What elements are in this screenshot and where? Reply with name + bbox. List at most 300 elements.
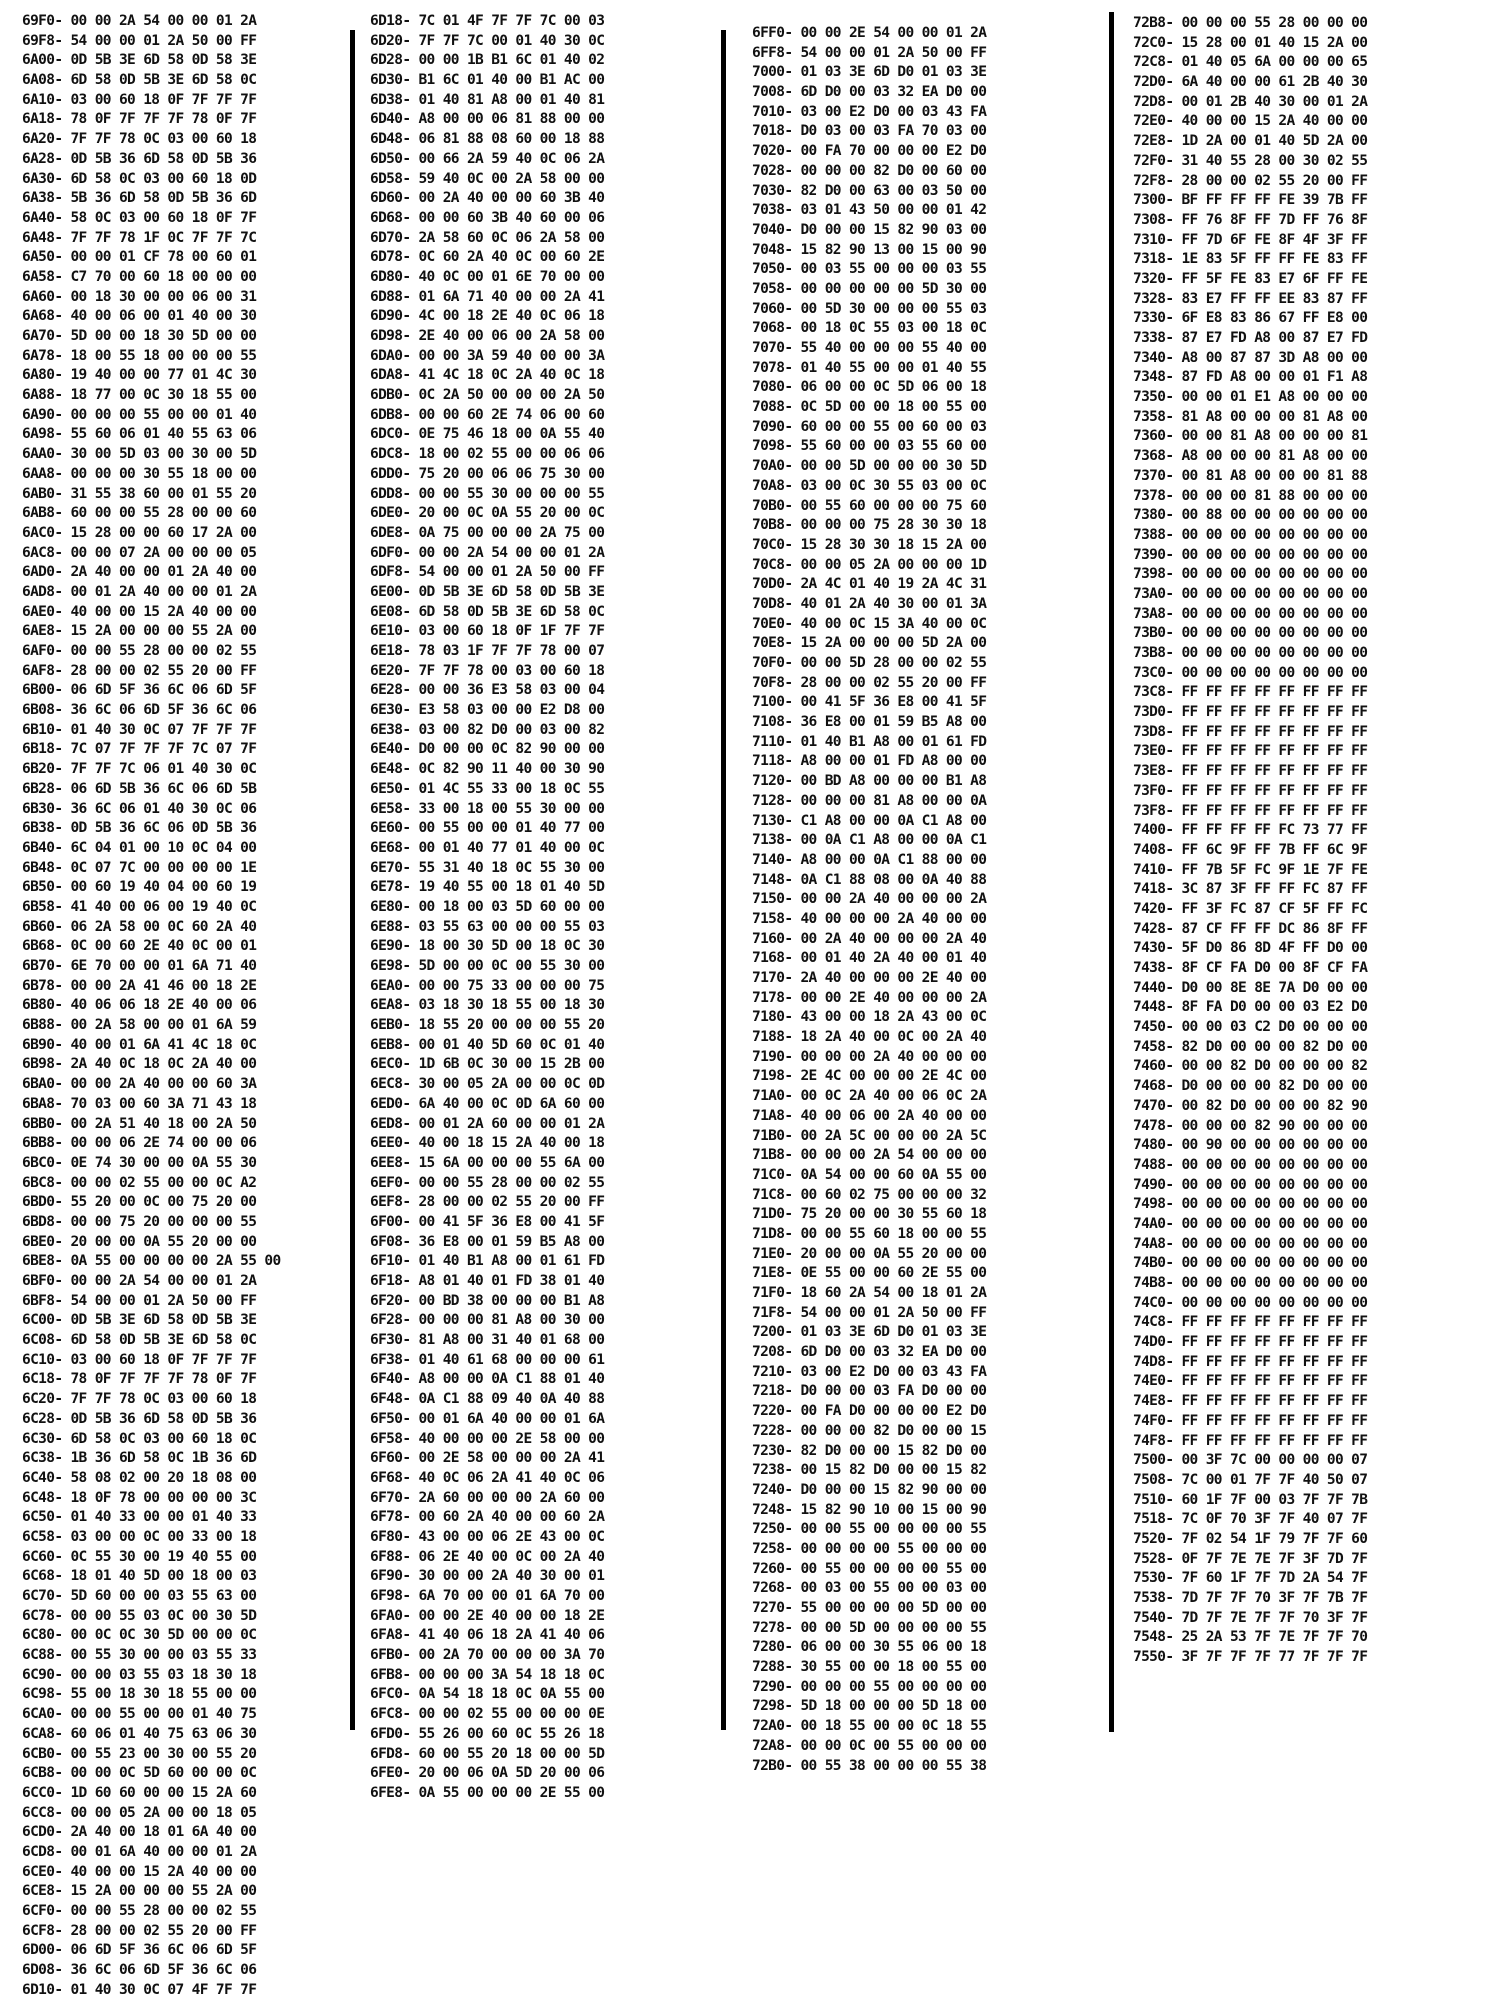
hex-dump-line: 6D88- 01 6A 71 40 00 00 2A 41 [370, 288, 605, 305]
hex-dump-line: 7440- D0 00 8E 8E 7A D0 00 00 [1133, 979, 1368, 996]
hex-dump-line: 6E18- 78 03 1F 7F 7F 78 00 07 [370, 643, 605, 659]
hex-dump-line: 7008- 6D D0 00 03 32 EA D0 00 [752, 84, 987, 101]
hex-dump-line: 6E88- 03 55 63 00 00 00 55 03 [370, 918, 605, 935]
hex-dump-line: 74F0- FF FF FF FF FF FF FF FF [1133, 1412, 1368, 1429]
hex-dump-line: 6A38- 5B 36 6D 58 0D 5B 36 6D [22, 190, 257, 207]
hex-dump-line: 6FB8- 00 00 00 3A 54 18 18 0C [370, 1666, 605, 1683]
hex-dump-line: 6C28- 0D 5B 36 6D 58 0D 5B 36 [22, 1410, 257, 1427]
hex-dump-line: 71B8- 00 00 00 2A 54 00 00 00 [752, 1147, 987, 1164]
hex-dump-line: 6F40- A8 00 00 0A C1 88 01 40 [370, 1371, 605, 1388]
hex-dump-line: 6FD8- 60 00 55 20 18 00 00 5D [370, 1745, 605, 1762]
hex-dump-line: 7100- 00 41 5F 36 E8 00 41 5F [752, 694, 987, 711]
hex-dump-line: 7398- 00 00 00 00 00 00 00 00 [1133, 566, 1368, 583]
hex-dump-line: 7510- 60 1F 7F 00 03 7F 7F 7B [1133, 1491, 1368, 1508]
hex-dump-line: 7540- 7D 7F 7E 7F 7F 70 3F 7F [1133, 1609, 1368, 1626]
hex-dump-line: 71B0- 00 2A 5C 00 00 00 2A 5C [752, 1127, 987, 1144]
hex-dump-line: 7390- 00 00 00 00 00 00 00 00 [1133, 546, 1368, 563]
hex-dump-line: 6CC0- 1D 60 60 00 00 15 2A 60 [22, 1784, 257, 1801]
hex-dump-line: 6F30- 81 A8 00 31 40 01 68 00 [370, 1332, 605, 1349]
hex-dump-line: 6F10- 01 40 B1 A8 00 01 61 FD [370, 1253, 605, 1270]
hex-dump-line: 6E28- 00 00 36 E3 58 03 00 04 [370, 682, 605, 699]
hex-dump-line: 7248- 15 82 90 10 00 15 00 90 [752, 1501, 987, 1518]
hex-dump-line: 73A8- 00 00 00 00 00 00 00 00 [1133, 605, 1368, 622]
hex-dump-line: 6C08- 6D 58 0D 5B 3E 6D 58 0C [22, 1332, 257, 1349]
hex-dump-line: 7290- 00 00 00 55 00 00 00 00 [752, 1678, 987, 1695]
hex-dump-line: 6FC0- 0A 54 18 18 0C 0A 55 00 [370, 1686, 605, 1703]
hex-dump-line: 73E0- FF FF FF FF FF FF FF FF [1133, 743, 1368, 760]
hex-dump-line: 6D90- 4C 00 18 2E 40 0C 06 18 [370, 308, 605, 325]
hex-dump-line: 6A48- 7F 7F 78 1F 0C 7F 7F 7C [22, 229, 257, 246]
hex-dump-line: 6CE8- 15 2A 00 00 00 55 2A 00 [22, 1883, 257, 1900]
hex-dump-line: 6FE0- 20 00 06 0A 5D 20 00 06 [370, 1765, 605, 1782]
hex-dump-line: 6E78- 19 40 55 00 18 01 40 5D [370, 879, 605, 896]
hex-dump-line: 6F58- 40 00 00 00 2E 58 00 00 [370, 1430, 605, 1447]
hex-dump-line: 6C18- 78 0F 7F 7F 7F 78 0F 7F [22, 1371, 257, 1388]
hex-dump-line: 71E8- 0E 55 00 00 60 2E 55 00 [752, 1265, 987, 1282]
hex-dump-line: 6C60- 0C 55 30 00 19 40 55 00 [22, 1548, 257, 1565]
hex-dump-line: 6A90- 00 00 00 55 00 00 01 40 [22, 406, 257, 423]
hex-dump-line: 7258- 00 00 00 00 55 00 00 00 [752, 1540, 987, 1557]
hex-dump-line: 6DB0- 0C 2A 50 00 00 00 2A 50 [370, 387, 605, 404]
hex-dump-line: 6E10- 03 00 60 18 0F 1F 7F 7F [370, 623, 605, 640]
hex-dump-line: 6D50- 00 66 2A 59 40 0C 06 2A [370, 150, 605, 167]
hex-dump-line: 6C90- 00 00 03 55 03 18 30 18 [22, 1666, 257, 1683]
hex-dump-line: 6C40- 58 08 02 00 20 18 08 00 [22, 1469, 257, 1486]
hex-dump-line: 72F0- 31 40 55 28 00 30 02 55 [1133, 152, 1368, 169]
hex-dump-line: 70B8- 00 00 00 75 28 30 30 18 [752, 517, 987, 534]
hex-dump-line: 6BF0- 00 00 2A 54 00 00 01 2A [22, 1273, 257, 1289]
hex-dump-line: 6B58- 41 40 00 06 00 19 40 0C [22, 898, 257, 915]
hex-dump-line: 6BE8- 0A 55 00 00 00 00 2A 55 00 [22, 1253, 281, 1270]
hex-dump-line: 6BF8- 54 00 00 01 2A 50 00 FF [22, 1292, 257, 1309]
hex-dump-line: 7018- D0 03 00 03 FA 70 03 00 [752, 123, 987, 140]
hex-dump-line: 7450- 00 00 03 C2 D0 00 00 00 [1133, 1019, 1368, 1036]
hex-dump-line: 7188- 18 2A 40 00 0C 00 2A 40 [752, 1029, 987, 1046]
hex-dump-line: 6C48- 18 0F 78 00 00 00 00 3C [22, 1489, 257, 1506]
hex-dump-line: 71C8- 00 60 02 75 00 00 00 32 [752, 1186, 987, 1203]
hex-dump-line: 6F98- 6A 70 00 00 01 6A 70 00 [370, 1588, 605, 1604]
hex-dump-line: 6D38- 01 40 81 A8 00 01 40 81 [370, 91, 605, 108]
hex-dump-line: 73F8- FF FF FF FF FF FF FF FF [1133, 802, 1368, 819]
hex-dump-line: 6B88- 00 2A 58 00 00 01 6A 59 [22, 1017, 257, 1034]
hex-dump-line: 6D08- 36 6C 06 6D 5F 36 6C 06 [22, 1962, 257, 1979]
hex-dump-line: 7328- 83 E7 FF FF EE 83 87 FF [1133, 290, 1368, 307]
hex-dump-line: 7538- 7D 7F 7F 70 3F 7F 7B 7F [1133, 1590, 1368, 1606]
hex-dump-line: 71F0- 18 60 2A 54 00 18 01 2A [752, 1285, 987, 1301]
hex-dump-line: 6C80- 00 0C 0C 30 5D 00 00 0C [22, 1627, 257, 1644]
hex-dump-line: 6ED0- 6A 40 00 0C 0D 6A 60 00 [370, 1095, 605, 1112]
hex-dump-line: 7220- 00 FA D0 00 00 00 E2 D0 [752, 1403, 987, 1420]
hex-dump-column-3 [752, 24, 986, 1776]
hex-dump-line: 6D98- 2E 40 00 06 00 2A 58 00 [370, 328, 605, 344]
hex-dump-line: 7130- C1 A8 00 00 0A C1 A8 00 [752, 812, 987, 829]
hex-dump-line: 7020- 00 FA 70 00 00 00 E2 D0 [752, 143, 987, 160]
hex-dump-line: 7078- 01 40 55 00 00 01 40 55 [752, 359, 987, 376]
hex-dump-line: 7520- 7F 02 54 1F 79 7F 7F 60 [1133, 1530, 1368, 1547]
hex-dump-line: 7120- 00 BD A8 00 00 00 B1 A8 [752, 773, 987, 790]
hex-dump-line: 72D8- 00 01 2B 40 30 00 01 2A [1133, 93, 1368, 110]
hex-dump-line: 7048- 15 82 90 13 00 15 00 90 [752, 241, 987, 258]
hex-dump-line: 6C58- 03 00 00 0C 00 33 00 18 [22, 1528, 257, 1545]
hex-dump-line: 7198- 2E 4C 00 00 00 2E 4C 00 [752, 1068, 987, 1085]
hex-dump-line: 6DB8- 00 00 60 2E 74 06 00 60 [370, 406, 605, 423]
hex-dump-line: 70E0- 40 00 0C 15 3A 40 00 0C [752, 615, 987, 632]
hex-dump-line: 7088- 0C 5D 00 00 18 00 55 00 [752, 399, 987, 416]
hex-dump-line: 6DF8- 54 00 00 01 2A 50 00 FF [370, 564, 605, 581]
hex-dump-line: 74E8- FF FF FF FF FF FF FF FF [1133, 1393, 1368, 1410]
hex-dump-line: 6CA8- 60 06 01 40 75 63 06 30 [22, 1725, 257, 1742]
hex-dump-line: 6EE8- 15 6A 00 00 00 55 6A 00 [370, 1154, 605, 1171]
hex-dump-line: 70A8- 03 00 0C 30 55 03 00 0C [752, 477, 987, 494]
hex-dump-line: 7480- 00 90 00 00 00 00 00 00 [1133, 1137, 1368, 1154]
hex-dump-line: 6C00- 0D 5B 3E 6D 58 0D 5B 3E [22, 1312, 257, 1329]
hex-dump-line: 7058- 00 00 00 00 00 5D 30 00 [752, 280, 987, 297]
hex-dump-line: 6EC8- 30 00 05 2A 00 00 0C 0D [370, 1076, 605, 1093]
hex-dump-line: 6D20- 7F 7F 7C 00 01 40 30 0C [370, 32, 605, 49]
hex-dump-line: 69F0- 00 00 2A 54 00 00 01 2A [22, 13, 257, 29]
hex-dump-line: 6BD0- 55 20 00 0C 00 75 20 00 [22, 1194, 257, 1211]
hex-dump-line: 6E08- 6D 58 0D 5B 3E 6D 58 0C [370, 603, 605, 620]
hex-dump-line: 6AE8- 15 2A 00 00 00 55 2A 00 [22, 623, 257, 640]
hex-dump-line: 6F90- 30 00 00 2A 40 30 00 01 [370, 1568, 605, 1585]
hex-dump-line: 6AF0- 00 00 55 28 00 00 02 55 [22, 643, 257, 659]
hex-dump-line: 7148- 0A C1 88 08 00 0A 40 88 [752, 871, 987, 888]
hex-dump-line: 7460- 00 00 82 D0 00 00 00 82 [1133, 1058, 1368, 1075]
hex-dump-line: 70B0- 00 55 60 00 00 00 75 60 [752, 497, 987, 514]
hex-dump-line: 6A50- 00 00 01 CF 78 00 60 01 [22, 249, 257, 266]
hex-dump-line: 7260- 00 55 00 00 00 00 55 00 [752, 1560, 987, 1577]
hex-dump-line: 7468- D0 00 00 00 82 D0 00 00 [1133, 1078, 1368, 1095]
hex-dump-line: 7370- 00 81 A8 00 00 00 81 88 [1133, 467, 1368, 484]
hex-dump-line: 7410- FF 7B 5F FC 9F 1E 7F FE [1133, 861, 1368, 878]
hex-dump-line: 7340- A8 00 87 87 3D A8 00 00 [1133, 349, 1368, 366]
hex-dump-line: 6A88- 18 77 00 0C 30 18 55 00 [22, 387, 257, 404]
hex-dump-line: 7330- 6F E8 83 86 67 FF E8 00 [1133, 310, 1368, 327]
hex-dump-line: 7180- 43 00 00 18 2A 43 00 0C [752, 1009, 987, 1026]
hex-dump-line: 6AE0- 40 00 00 15 2A 40 00 00 [22, 603, 257, 620]
hex-dump-line: 6B18- 7C 07 7F 7F 7F 7C 07 7F [22, 741, 257, 758]
hex-dump-line: 7368- A8 00 00 00 81 A8 00 00 [1133, 448, 1368, 465]
hex-dump-line: 7478- 00 00 00 82 90 00 00 00 [1133, 1117, 1368, 1134]
hex-dump-line: 6D78- 0C 60 2A 40 0C 00 60 2E [370, 249, 605, 266]
hex-dump-line: 7068- 00 18 0C 55 03 00 18 0C [752, 320, 987, 337]
hex-dump-line: 6C20- 7F 7F 78 0C 03 00 60 18 [22, 1391, 257, 1408]
hex-dump-line: 7488- 00 00 00 00 00 00 00 00 [1133, 1156, 1368, 1173]
hex-dump-line: 6F78- 00 60 2A 40 00 00 60 2A [370, 1509, 605, 1526]
hex-dump-line: 6E48- 0C 82 90 11 40 00 30 90 [370, 761, 605, 778]
hex-dump-line: 7470- 00 82 D0 00 00 00 82 90 [1133, 1097, 1368, 1114]
hex-dump-line: 7030- 82 D0 00 63 00 03 50 00 [752, 182, 987, 199]
hex-dump-line: 7268- 00 03 00 55 00 00 03 00 [752, 1580, 987, 1597]
hex-dump-line: 74A8- 00 00 00 00 00 00 00 00 [1133, 1235, 1368, 1252]
hex-dump-line: 73D0- FF FF FF FF FF FF FF FF [1133, 704, 1368, 721]
hex-dump-line: 73C0- 00 00 00 00 00 00 00 00 [1133, 664, 1368, 681]
hex-dump-line: 6CD8- 00 01 6A 40 00 00 01 2A [22, 1843, 257, 1860]
hex-dump-line: 70A0- 00 00 5D 00 00 00 30 5D [752, 458, 987, 475]
hex-dump-line: 72E8- 1D 2A 00 01 40 5D 2A 00 [1133, 133, 1368, 150]
hex-dump-line: 6F48- 0A C1 88 09 40 0A 40 88 [370, 1391, 605, 1408]
hex-dump-line: 6B40- 6C 04 01 00 10 0C 04 00 [22, 839, 257, 856]
hex-dump-line: 6E90- 18 00 30 5D 00 18 0C 30 [370, 938, 605, 955]
hex-dump-line: 71F8- 54 00 00 01 2A 50 00 FF [752, 1304, 987, 1321]
hex-dump-line: 6B20- 7F 7F 7C 06 01 40 30 0C [22, 761, 257, 778]
hex-dump-line: 72E0- 40 00 00 15 2A 40 00 00 [1133, 113, 1368, 130]
hex-dump-line: 7298- 5D 18 00 00 00 5D 18 00 [752, 1698, 987, 1715]
hex-dump-line: 7218- D0 00 00 03 FA D0 00 00 [752, 1383, 987, 1400]
hex-dump-line: 6E38- 03 00 82 D0 00 03 00 82 [370, 721, 605, 738]
hex-dump-line: 73E8- FF FF FF FF FF FF FF FF [1133, 763, 1368, 780]
hex-dump-line: 7360- 00 00 81 A8 00 00 00 81 [1133, 428, 1368, 445]
hex-dump-column-2 [370, 12, 604, 1804]
hex-dump-line: 6BA0- 00 00 2A 40 00 00 60 3A [22, 1076, 257, 1093]
hex-dump-line: 6F28- 00 00 00 81 A8 00 30 00 [370, 1312, 605, 1329]
hex-dump-line: 72D0- 6A 40 00 00 61 2B 40 30 [1133, 74, 1368, 91]
hex-dump-line: 72A0- 00 18 55 00 00 0C 18 55 [752, 1718, 987, 1735]
hex-dump-line: 71E0- 20 00 00 0A 55 20 00 00 [752, 1245, 987, 1262]
hex-dump-line: 6C70- 5D 60 00 00 03 55 63 00 [22, 1588, 257, 1604]
hex-dump-line: 72A8- 00 00 0C 00 55 00 00 00 [752, 1737, 987, 1754]
hex-dump-line: 6FA0- 00 00 2E 40 00 00 18 2E [370, 1607, 605, 1624]
hex-dump-line: 7178- 00 00 2E 40 00 00 00 2A [752, 989, 987, 1006]
hex-dump-line: 6E80- 00 18 00 03 5D 60 00 00 [370, 898, 605, 915]
hex-dump-line: 7038- 03 01 43 50 00 00 01 42 [752, 202, 987, 219]
hex-dump-column-1 [22, 12, 281, 2000]
hex-dump-line: 74B0- 00 00 00 00 00 00 00 00 [1133, 1255, 1368, 1272]
hex-dump-line: 6BB8- 00 00 06 2E 74 00 00 06 [22, 1135, 257, 1152]
hex-dump-line: 6C88- 00 55 30 00 00 03 55 33 [22, 1647, 257, 1664]
hex-dump-line: 6BC0- 0E 74 30 00 00 0A 55 30 [22, 1154, 257, 1171]
hex-dump-line: 7348- 87 FD A8 00 00 01 F1 A8 [1133, 369, 1368, 386]
hex-dump-line: 6CB8- 00 00 0C 5D 60 00 00 0C [22, 1765, 257, 1782]
hex-dump-line: 6C38- 1B 36 6D 58 0C 1B 36 6D [22, 1450, 257, 1467]
hex-dump-line: 73B0- 00 00 00 00 00 00 00 00 [1133, 625, 1368, 642]
hex-dump-line: 7420- FF 3F FC 87 CF 5F FF FC [1133, 900, 1368, 917]
hex-dump-line: 6F68- 40 0C 06 2A 41 40 0C 06 [370, 1469, 605, 1486]
hex-dump-line: 6EF8- 28 00 00 02 55 20 00 FF [370, 1194, 605, 1211]
hex-dump-line: 6D18- 7C 01 4F 7F 7F 7C 00 03 [370, 13, 605, 29]
hex-dump-line: 6F00- 00 41 5F 36 E8 00 41 5F [370, 1213, 605, 1230]
hex-dump-line: 6DF0- 00 00 2A 54 00 00 01 2A [370, 544, 605, 561]
hex-dump-line: 6B60- 06 2A 58 00 0C 60 2A 40 [22, 918, 257, 935]
hex-dump-line: 6FC8- 00 00 02 55 00 00 00 0E [370, 1706, 605, 1723]
hex-dump-line: 6E50- 01 4C 55 33 00 18 0C 55 [370, 780, 605, 797]
hex-dump-line: 6A68- 40 00 06 00 01 40 00 30 [22, 308, 257, 325]
hex-dump-line: 6A40- 58 0C 03 00 60 18 0F 7F [22, 209, 257, 226]
hex-dump-line: 6DE8- 0A 75 00 00 00 2A 75 00 [370, 524, 605, 541]
hex-dump-line: 6AA8- 00 00 00 30 55 18 00 00 [22, 465, 257, 482]
hex-dump-line: 6B90- 40 00 01 6A 41 4C 18 0C [22, 1036, 257, 1053]
hex-dump-line: 6CE0- 40 00 00 15 2A 40 00 00 [22, 1863, 257, 1880]
hex-dump-line: 6B68- 0C 00 60 2E 40 0C 00 01 [22, 938, 257, 955]
hex-dump-line: 6B08- 36 6C 06 6D 5F 36 6C 06 [22, 702, 257, 719]
hex-dump-line: 6EA0- 00 00 75 33 00 00 00 75 [370, 977, 605, 994]
hex-dump-line: 6B48- 0C 07 7C 00 00 00 00 1E [22, 859, 257, 876]
hex-dump-line: 6A28- 0D 5B 36 6D 58 0D 5B 36 [22, 150, 257, 167]
hex-dump-line: 7190- 00 00 00 2A 40 00 00 00 [752, 1048, 987, 1065]
hex-dump-line: 71A0- 00 0C 2A 40 00 06 0C 2A [752, 1088, 987, 1105]
hex-dump-line: 6DE0- 20 00 0C 0A 55 20 00 0C [370, 505, 605, 522]
hex-dump-line: 70F8- 28 00 00 02 55 20 00 FF [752, 674, 987, 691]
hex-dump-line: 74C8- FF FF FF FF FF FF FF FF [1133, 1314, 1368, 1331]
hex-dump-line: 6CA0- 00 00 55 00 00 01 40 75 [22, 1706, 257, 1723]
hex-dump-line: 7498- 00 00 00 00 00 00 00 00 [1133, 1196, 1368, 1213]
hex-dump-line: 7228- 00 00 00 82 D0 00 00 15 [752, 1422, 987, 1439]
hex-dump-line: 7310- FF 7D 6F FE 8F 4F 3F FF [1133, 231, 1368, 248]
hex-dump-line: 7110- 01 40 B1 A8 00 01 61 FD [752, 733, 987, 750]
hex-dump-line: 7150- 00 00 2A 40 00 00 00 2A [752, 891, 987, 908]
hex-dump-line: 6D58- 59 40 0C 00 2A 58 00 00 [370, 170, 605, 187]
hex-dump-line: 71C0- 0A 54 00 00 60 0A 55 00 [752, 1166, 987, 1183]
hex-dump-line: 74D8- FF FF FF FF FF FF FF FF [1133, 1353, 1368, 1370]
hex-dump-line: 6A00- 0D 5B 3E 6D 58 0D 58 3E [22, 52, 257, 69]
hex-dump-line: 6F60- 00 2E 58 00 00 00 2A 41 [370, 1450, 605, 1467]
hex-dump-line: 7500- 00 3F 7C 00 00 00 00 07 [1133, 1452, 1368, 1469]
hex-dump-line: 6B10- 01 40 30 0C 07 7F 7F 7F [22, 721, 257, 738]
hex-dump-line: 6F88- 06 2E 40 00 0C 00 2A 40 [370, 1548, 605, 1565]
hex-dump-line: 6AD8- 00 01 2A 40 00 00 01 2A [22, 583, 257, 600]
hex-dump-line: 6CF0- 00 00 55 28 00 00 02 55 [22, 1903, 257, 1919]
hex-dump-line: 7240- D0 00 00 15 82 90 00 00 [752, 1481, 987, 1498]
hex-dump-line: 6A20- 7F 7F 78 0C 03 00 60 18 [22, 131, 257, 148]
hex-dump-line: 6EA8- 03 18 30 18 55 00 18 30 [370, 997, 605, 1014]
hex-dump-line: 6D48- 06 81 88 08 60 00 18 88 [370, 131, 605, 148]
hex-dump-line: 6AD0- 2A 40 00 00 01 2A 40 00 [22, 564, 257, 581]
hex-dump-line: 6FE8- 0A 55 00 00 00 2E 55 00 [370, 1784, 605, 1801]
hex-dump-line: 74C0- 00 00 00 00 00 00 00 00 [1133, 1294, 1368, 1311]
hex-dump-line: 73B8- 00 00 00 00 00 00 00 00 [1133, 645, 1368, 661]
hex-dump-line: 6F80- 43 00 00 06 2E 43 00 0C [370, 1528, 605, 1545]
hex-dump-line: 72C8- 01 40 05 6A 00 00 00 65 [1133, 54, 1368, 71]
hex-dump-line: 6BA8- 70 03 00 60 3A 71 43 18 [22, 1095, 257, 1112]
hex-dump-line: 6D28- 00 00 1B B1 6C 01 40 02 [370, 52, 605, 69]
hex-dump-line: 6DD8- 00 00 55 30 00 00 00 55 [370, 485, 605, 502]
hex-dump-line: 6F70- 2A 60 00 00 00 2A 60 00 [370, 1489, 605, 1506]
hex-dump-line: 7280- 06 00 00 30 55 06 00 18 [752, 1639, 987, 1656]
hex-dump-line: 74D0- FF FF FF FF FF FF FF FF [1133, 1334, 1368, 1351]
hex-dump-line: 6DC8- 18 00 02 55 00 00 06 06 [370, 446, 605, 463]
hex-dump-line: 6AC0- 15 28 00 00 60 17 2A 00 [22, 524, 257, 541]
hex-dump-line: 71A8- 40 00 06 00 2A 40 00 00 [752, 1107, 987, 1124]
hex-dump-line: 7160- 00 2A 40 00 00 00 2A 40 [752, 930, 987, 947]
hex-dump-line: 7128- 00 00 00 81 A8 00 00 0A [752, 792, 987, 809]
hex-dump-line: 7418- 3C 87 3F FF FF FC 87 FF [1133, 881, 1368, 898]
hex-dump-line: 6AC8- 00 00 07 2A 00 00 00 05 [22, 544, 257, 561]
hex-dump-line: 7168- 00 01 40 2A 40 00 01 40 [752, 950, 987, 967]
hex-dump-column-4 [1133, 14, 1367, 1668]
hex-dump-line: 70C0- 15 28 30 30 18 15 2A 00 [752, 536, 987, 553]
hex-dump-line: 73C8- FF FF FF FF FF FF FF FF [1133, 684, 1368, 701]
hex-dump-line: 6D80- 40 0C 00 01 6E 70 00 00 [370, 268, 605, 285]
hex-dump-line: 7070- 55 40 00 00 00 55 40 00 [752, 340, 987, 356]
hex-dump-line: 73D8- FF FF FF FF FF FF FF FF [1133, 723, 1368, 740]
hex-dump-line: 7098- 55 60 00 00 03 55 60 00 [752, 438, 987, 455]
hex-dump-line: 6DA8- 41 4C 18 0C 2A 40 0C 18 [370, 367, 605, 384]
hex-dump-line: 6BE0- 20 00 00 0A 55 20 00 00 [22, 1233, 257, 1250]
hex-dump-line: 7208- 6D D0 00 03 32 EA D0 00 [752, 1344, 987, 1361]
hex-dump-line: 6D40- A8 00 00 06 81 88 00 00 [370, 111, 605, 128]
hex-dump-line: 70F0- 00 00 5D 28 00 00 02 55 [752, 655, 987, 671]
hex-dump-line: 6FF0- 00 00 2E 54 00 00 01 2A [752, 25, 987, 41]
hex-dump-line: 7350- 00 00 01 E1 A8 00 00 00 [1133, 389, 1368, 406]
hex-dump-line: 6C30- 6D 58 0C 03 00 60 18 0C [22, 1430, 257, 1447]
hex-dump-line: 6A18- 78 0F 7F 7F 7F 78 0F 7F [22, 111, 257, 128]
hex-dump-line: 70C8- 00 00 05 2A 00 00 00 1D [752, 556, 987, 573]
hex-dump-line: 6E20- 7F 7F 78 00 03 00 60 18 [370, 662, 605, 679]
hex-dump-line: 72B8- 00 00 00 55 28 00 00 00 [1133, 15, 1368, 31]
hex-dump-line: 7000- 01 03 3E 6D D0 01 03 3E [752, 64, 987, 81]
hex-dump-line: 6B80- 40 06 06 18 2E 40 00 06 [22, 997, 257, 1014]
hex-dump-line: 6ED8- 00 01 2A 60 00 00 01 2A [370, 1115, 605, 1132]
hex-dump-line: 7428- 87 CF FF FF DC 86 8F FF [1133, 920, 1368, 937]
hex-dump-line: 71D8- 00 00 55 60 18 00 00 55 [752, 1225, 987, 1242]
hex-dump-line: 70D8- 40 01 2A 40 30 00 01 3A [752, 595, 987, 612]
hex-dump-line: 6E40- D0 00 00 0C 82 90 00 00 [370, 741, 605, 758]
hex-dump-line: 6FB0- 00 2A 70 00 00 00 3A 70 [370, 1647, 605, 1664]
hex-dump-line: 72F8- 28 00 00 02 55 20 00 FF [1133, 172, 1368, 189]
hex-dump-line: 7170- 2A 40 00 00 00 2E 40 00 [752, 970, 987, 986]
hex-dump-line: 6E98- 5D 00 00 0C 00 55 30 00 [370, 958, 605, 974]
hex-dump-line: 7010- 03 00 E2 D0 00 03 43 FA [752, 103, 987, 120]
hex-dump-line: 6A78- 18 00 55 18 00 00 00 55 [22, 347, 257, 364]
hex-dump-line: 7430- 5F D0 86 8D 4F FF D0 00 [1133, 940, 1368, 957]
hex-dump-line: 7250- 00 00 55 00 00 00 00 55 [752, 1521, 987, 1538]
hex-dump-line: 6C78- 00 00 55 03 0C 00 30 5D [22, 1607, 257, 1624]
hex-dump-line: 6B50- 00 60 19 40 04 00 60 19 [22, 879, 257, 896]
hex-dump-line: 7338- 87 E7 FD A8 00 87 E7 FD [1133, 330, 1368, 346]
hex-dump-line: 6A70- 5D 00 00 18 30 5D 00 00 [22, 328, 257, 344]
hex-dump-line: 6B00- 06 6D 5F 36 6C 06 6D 5F [22, 682, 257, 699]
hex-dump-line: 7320- FF 5F FE 83 E7 6F FF FE [1133, 270, 1368, 287]
hex-dump-line: 6A30- 6D 58 0C 03 00 60 18 0D [22, 170, 257, 187]
hex-dump-line: 6CF8- 28 00 00 02 55 20 00 FF [22, 1922, 257, 1939]
hex-dump-line: 6AB0- 31 55 38 60 00 01 55 20 [22, 485, 257, 502]
hex-dump-line: 74F8- FF FF FF FF FF FF FF FF [1133, 1432, 1368, 1449]
hex-dump-line: 6A08- 6D 58 0D 5B 3E 6D 58 0C [22, 72, 257, 89]
hex-dump-line: 7090- 60 00 00 55 00 60 00 03 [752, 418, 987, 435]
hex-dump-line: 7438- 8F CF FA D0 00 8F CF FA [1133, 960, 1368, 976]
hex-dump-line: 6BD8- 00 00 75 20 00 00 00 55 [22, 1213, 257, 1230]
hex-dump-line: 72B0- 00 55 38 00 00 00 55 38 [752, 1757, 987, 1774]
hex-dump-line: 7318- 1E 83 5F FF FF FE 83 FF [1133, 251, 1368, 268]
hex-dump-line: 74B8- 00 00 00 00 00 00 00 00 [1133, 1275, 1368, 1291]
hex-dump-line: 7490- 00 00 00 00 00 00 00 00 [1133, 1176, 1368, 1193]
hex-dump-line: 7210- 03 00 E2 D0 00 03 43 FA [752, 1363, 987, 1380]
column-separator-1 [350, 30, 355, 1730]
hex-dump-line: 7118- A8 00 00 01 FD A8 00 00 [752, 753, 987, 770]
hex-dump-line: 6D60- 00 2A 40 00 00 60 3B 40 [370, 190, 605, 207]
hex-dump-line: 6EB0- 18 55 20 00 00 00 55 20 [370, 1017, 605, 1034]
hex-dump-line: 7458- 82 D0 00 00 00 82 D0 00 [1133, 1038, 1368, 1055]
hex-dump-line: 6E60- 00 55 00 00 01 40 77 00 [370, 820, 605, 837]
hex-dump-line: 6D10- 01 40 30 0C 07 4F 7F 7F [22, 1981, 257, 1998]
hex-dump-line: 70E8- 15 2A 00 00 00 5D 2A 00 [752, 635, 987, 652]
hex-dump-line: 6AA0- 30 00 5D 03 00 30 00 5D [22, 446, 257, 463]
hex-dump-line: 7380- 00 88 00 00 00 00 00 00 [1133, 507, 1368, 524]
hex-dump-line: 71D0- 75 20 00 00 30 55 60 18 [752, 1206, 987, 1223]
hex-dump-line: 6BB0- 00 2A 51 40 18 00 2A 50 [22, 1115, 257, 1132]
hex-dump-line: 7060- 00 5D 30 00 00 00 55 03 [752, 300, 987, 317]
hex-dump-line: 74A0- 00 00 00 00 00 00 00 00 [1133, 1215, 1368, 1232]
column-separator-2 [721, 30, 726, 1730]
hex-dump-line: 6AF8- 28 00 00 02 55 20 00 FF [22, 662, 257, 679]
hex-dump-line: 7358- 81 A8 00 00 00 81 A8 00 [1133, 408, 1368, 425]
hex-dump-line: 7040- D0 00 00 15 82 90 03 00 [752, 221, 987, 238]
hex-dump-line: 6DD0- 75 20 00 06 06 75 30 00 [370, 465, 605, 482]
hex-dump-line: 74E0- FF FF FF FF FF FF FF FF [1133, 1373, 1368, 1390]
hex-dump-line: 6F18- A8 01 40 01 FD 38 01 40 [370, 1273, 605, 1289]
hex-dump-line: 72C0- 15 28 00 01 40 15 2A 00 [1133, 34, 1368, 51]
hex-dump-line: 6CD0- 2A 40 00 18 01 6A 40 00 [22, 1824, 257, 1841]
